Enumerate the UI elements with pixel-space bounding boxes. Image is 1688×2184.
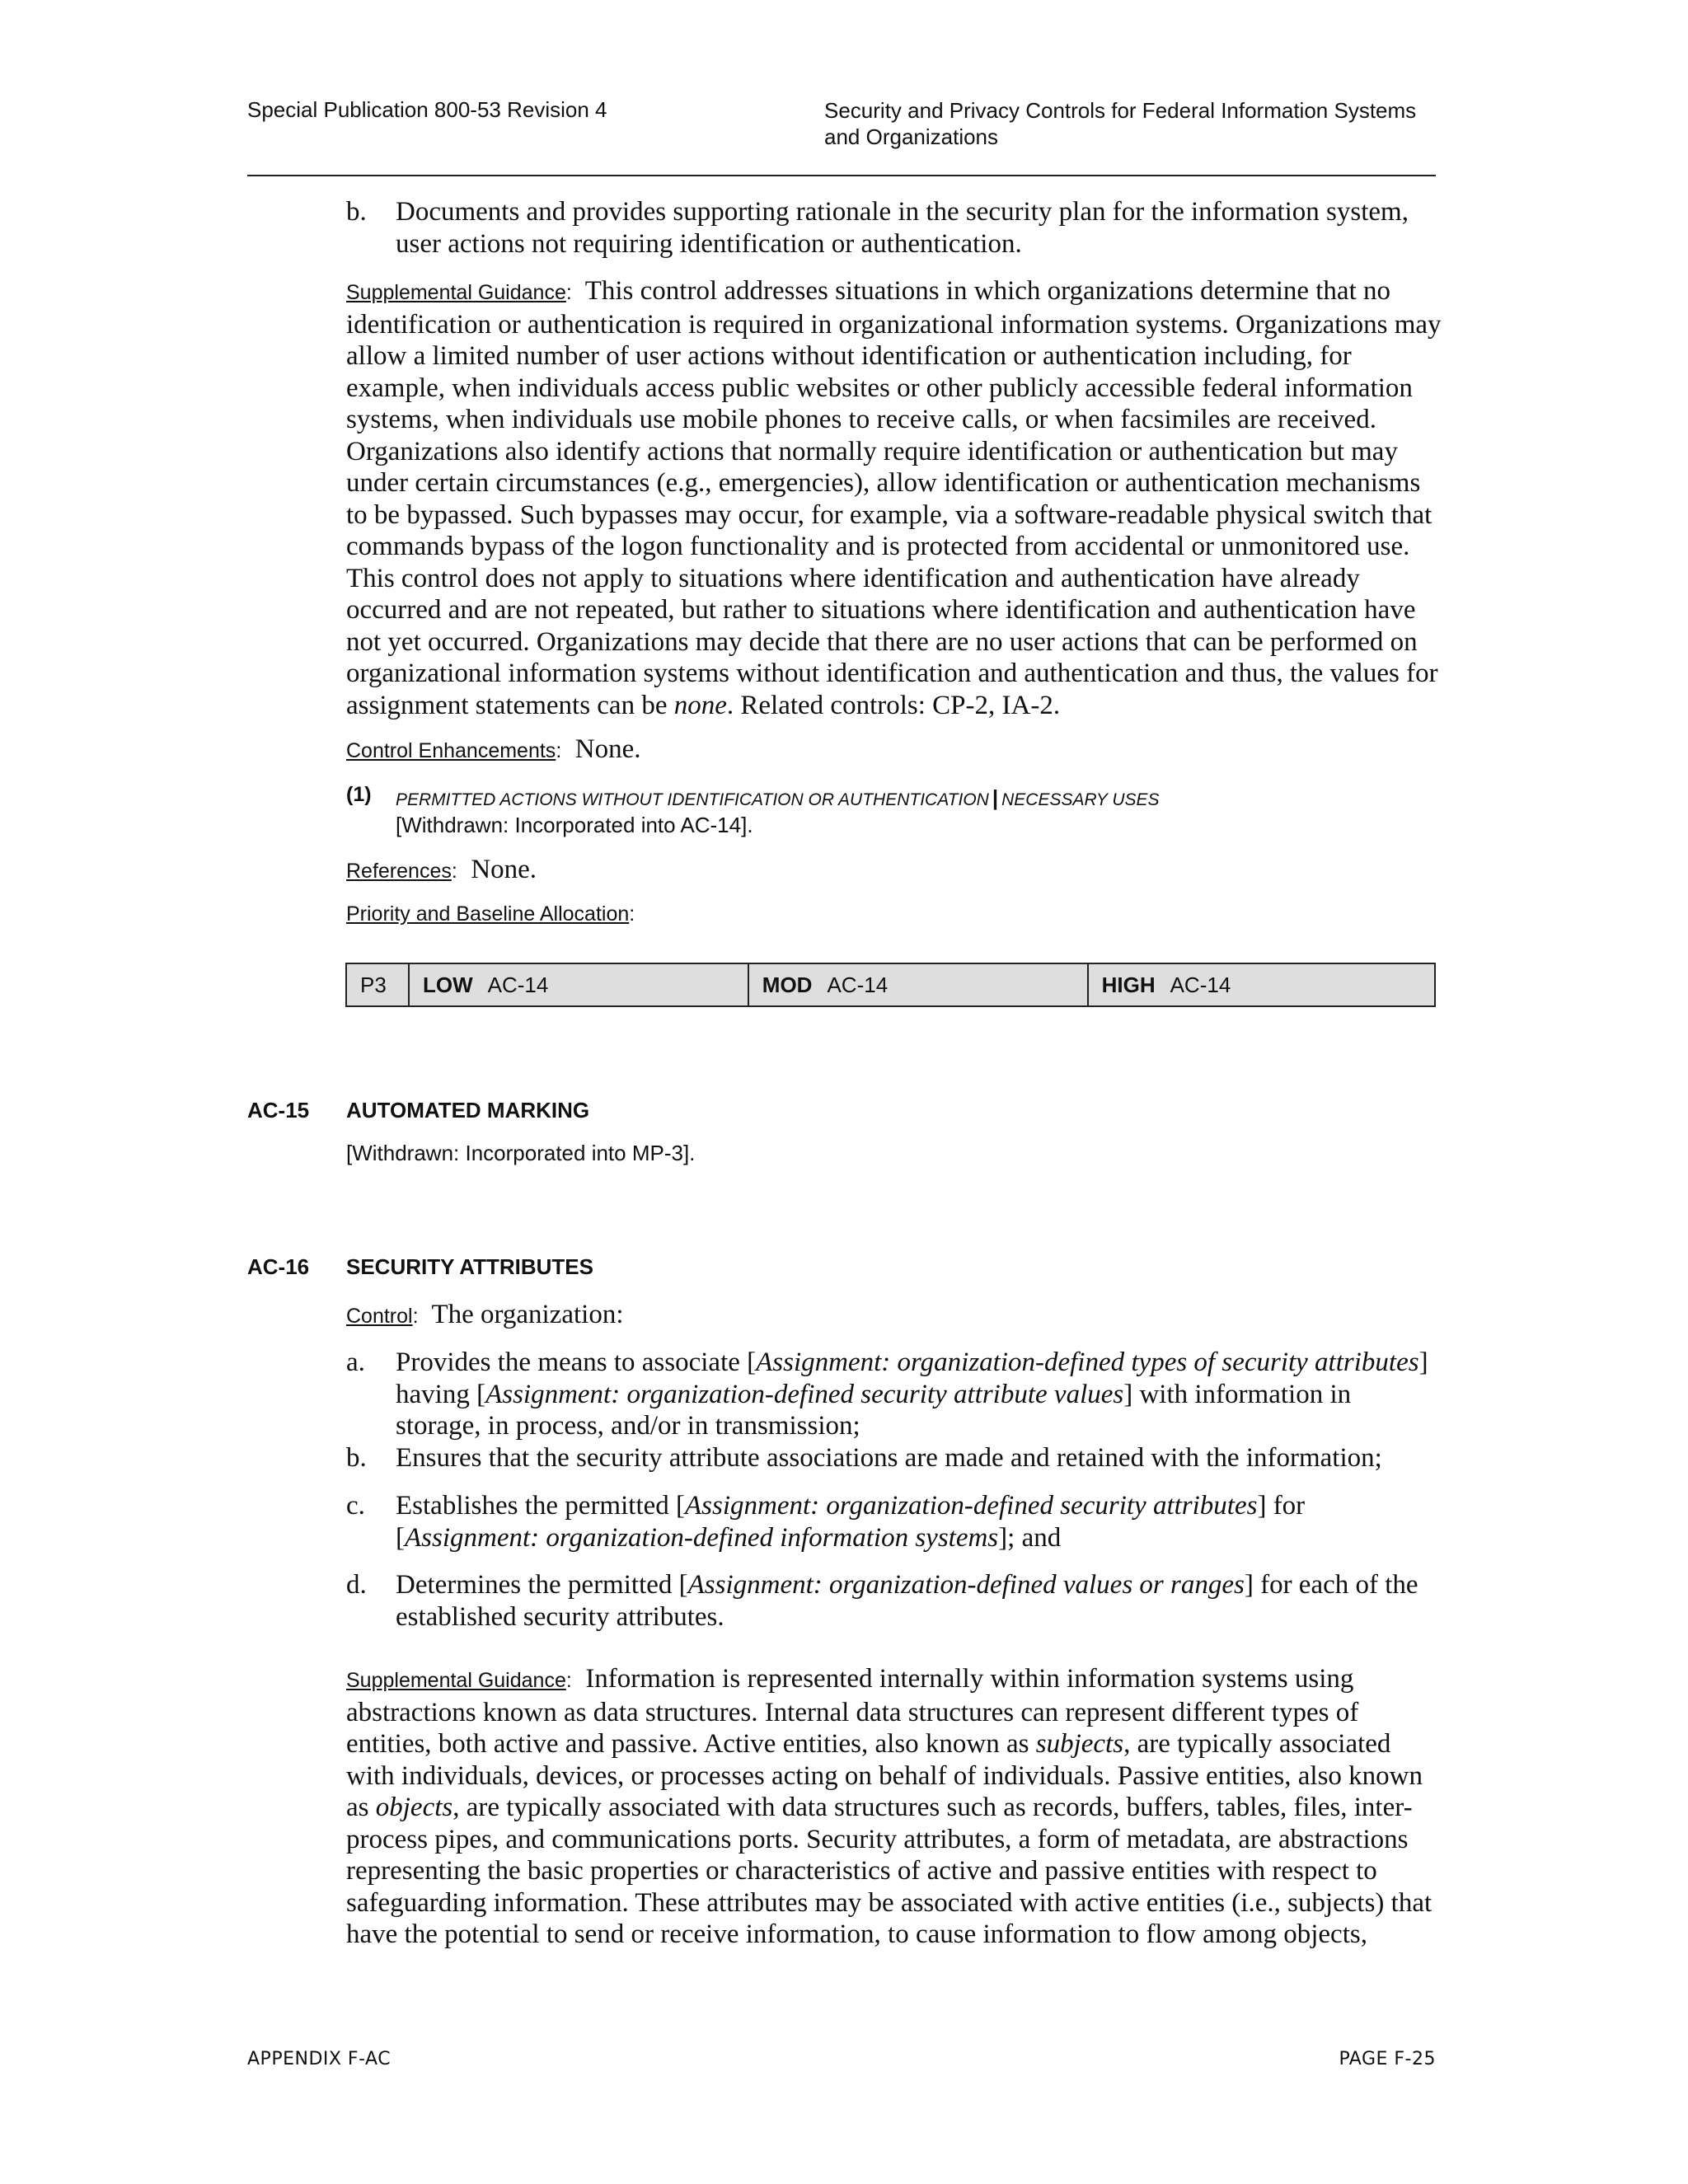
- item-letter: b.: [346, 1443, 367, 1473]
- ac14-item-b: [346, 196, 1442, 260]
- low-label: LOW: [423, 972, 473, 997]
- guidance-label: Supplemental Guidance: [346, 1669, 566, 1692]
- running-header-left: Special Publication 800-53 Revision 4: [247, 97, 607, 122]
- item-text: Documents and provides supporting rationale in the security plan for the information system, user actions not requiring identification or authentication.: [396, 197, 1409, 259]
- low-value: AC-14: [487, 972, 549, 997]
- item-text: Provides the means to associate [Assignment: organization-defined types of security attributes] having [Assignment: organization-defined security attribute values] with information in storage, in process, and/or in transmission;: [396, 1347, 1428, 1441]
- enhancements-label: Control Enhancements: [346, 739, 556, 762]
- ac16-title: SECURITY ATTRIBUTES: [346, 1254, 593, 1279]
- ac15-id: AC-15: [247, 1098, 310, 1122]
- guidance-text: This control addresses situations in which organizations determine that no identification or authentication is required in organizational information systems. Organizations may allow a limited number of user actions without identification or authentication including, for example, when individuals access public websites or other publicly accessible federal information systems, when individuals use mobile phones to receive calls, or when facsimiles are received. Organizations also identify actions that normally require identification or authentication but may under certain circumstances (e.g., emergencies), allow identification or authentication mechanisms to be bypassed. Such bypasses may occur, for example, via a software-readable physical switch that commands bypass of the logon functionality and is protected from accidental or unmonitored use. This control does not apply to situations where identification and authentication have already occurred and are not repeated, but rather to situations where identification and authentication have not yet occurred. Organizations may decide that there are no user actions that can be performed on organizational information systems without identification and authentication and thus, the values for assignment statements can be: [346, 276, 1442, 720]
- ac15-withdrawn: [Withdrawn: Incorporated into MP-3].: [346, 1141, 696, 1165]
- ac14-control-enhancements: Control Enhancements: None.: [346, 734, 641, 764]
- mod-label: MOD: [762, 972, 813, 997]
- priority-baseline-table: [345, 963, 1436, 1007]
- ac15-title: AUTOMATED MARKING: [346, 1098, 590, 1122]
- ac16-control: Control: The organization:: [346, 1300, 624, 1329]
- references-value: None.: [471, 855, 537, 884]
- enhancement-title-a: PERMITTED ACTIONS WITHOUT IDENTIFICATION OR AUTHENTICATION: [396, 790, 989, 809]
- ac14-supplemental-guidance: Supplemental Guidance: This control addresses situations in which organizations determine that no identification or authentication is required in organizational information systems. Organizations may allow a limited number of user actions without identification or authentication including, for example, when individuals access public websites or other publicly accessible federal information systems, when individuals use mobile phones to receive calls, or when facsimiles are received. Organizations also identify actions that normally require identification or authentication but may under certain circumstances (e.g., emergencies), allow identification or authentication mechanisms to be bypassed. Such bypasses may occur, for example, via a software-readable physical switch that commands bypass of the logon functionality and is protected from accidental or unmonitored use. This control does not apply to situations where identification and authentication have already occurred and are not repeated, but rather to situations where identification and authentication have not yet occurred. Organizations may decide that there are no user actions that can be performed on organizational information systems without identification and authentication and thus, the values for assignment statements can be none. Related controls: CP-2, IA-2.: [346, 276, 1442, 720]
- ac16-item-a: [346, 1347, 1442, 1442]
- ac16-item-b: [346, 1442, 1442, 1474]
- control-label: Control: [346, 1305, 413, 1328]
- item-letter: b.: [346, 197, 367, 227]
- ac16-id: AC-16: [247, 1254, 310, 1279]
- table-row: [346, 963, 1435, 1006]
- ac16-supplemental-guidance: Supplemental Guidance: Information is represented internally within information systems using abstractions known as data structures. Internal data structures can represent different types of entities, both active and passive. Active entities, also known as subjects, are typically associated with individuals, devices, or processes acting on behalf of individuals. Passive entities, also known as objects, are typically associated with data structures such as records, buffers, tables, files, inter-process pipes, and communications ports. Security attributes, a form of metadata, are abstractions representing the basic properties or characteristics of active and passive entities with respect to safeguarding information. These attributes may be associated with active entities (i.e., subjects) that have the potential to send or receive information, to cause information to flow among objects,: [346, 1664, 1432, 1949]
- ac16-item-d: [346, 1569, 1442, 1633]
- item-text: Establishes the permitted [Assignment: organization-defined security attributes] for [Assignment: organization-defined information systems]; and: [396, 1491, 1306, 1553]
- priority-label: Priority and Baseline Allocation: [346, 902, 630, 926]
- enhancements-value: None.: [574, 734, 641, 764]
- enhancement-title-b: NECESSARY USES: [1001, 790, 1160, 809]
- item-text: Determines the permitted [Assignment: organization-defined values or ranges] for each of the established security attributes.: [396, 1570, 1418, 1632]
- footer-appendix: APPENDIX F-AC: [247, 2049, 392, 2069]
- high-cell: [1088, 963, 1435, 1006]
- mod-value: AC-14: [827, 972, 889, 997]
- header-divider: [247, 175, 1436, 176]
- ac14-references: References: None.: [346, 855, 537, 884]
- priority-cell: P3: [346, 963, 409, 1006]
- guidance-text-end: . Related controls: CP-2, IA-2.: [726, 690, 1061, 720]
- guidance-italic: none: [673, 690, 727, 720]
- ac16-item-c: [346, 1490, 1442, 1554]
- guidance-label: Supplemental Guidance: [346, 281, 566, 304]
- enhancement-title: [396, 785, 1160, 811]
- high-value: AC-14: [1170, 972, 1231, 997]
- references-label: References: [346, 860, 452, 883]
- priority-heading: Priority and Baseline Allocation:: [346, 902, 635, 926]
- high-label: HIGH: [1101, 972, 1156, 997]
- enhancement-separator: |: [992, 785, 999, 810]
- control-intro: The organization:: [431, 1300, 624, 1329]
- item-letter: d.: [346, 1570, 367, 1600]
- enhancement-number: (1): [346, 783, 372, 806]
- running-header-right: Security and Privacy Controls for Federal Information Systems and Organizations: [824, 98, 1417, 149]
- item-letter: c.: [346, 1491, 365, 1521]
- mod-cell: [748, 963, 1088, 1006]
- low-cell: [409, 963, 748, 1006]
- footer-page-number: PAGE F-25: [1339, 2049, 1436, 2069]
- enhancement-withdrawn: [Withdrawn: Incorporated into AC-14].: [396, 813, 753, 837]
- item-letter: a.: [346, 1347, 365, 1377]
- item-text: Ensures that the security attribute associations are made and retained with the information;: [396, 1443, 1382, 1473]
